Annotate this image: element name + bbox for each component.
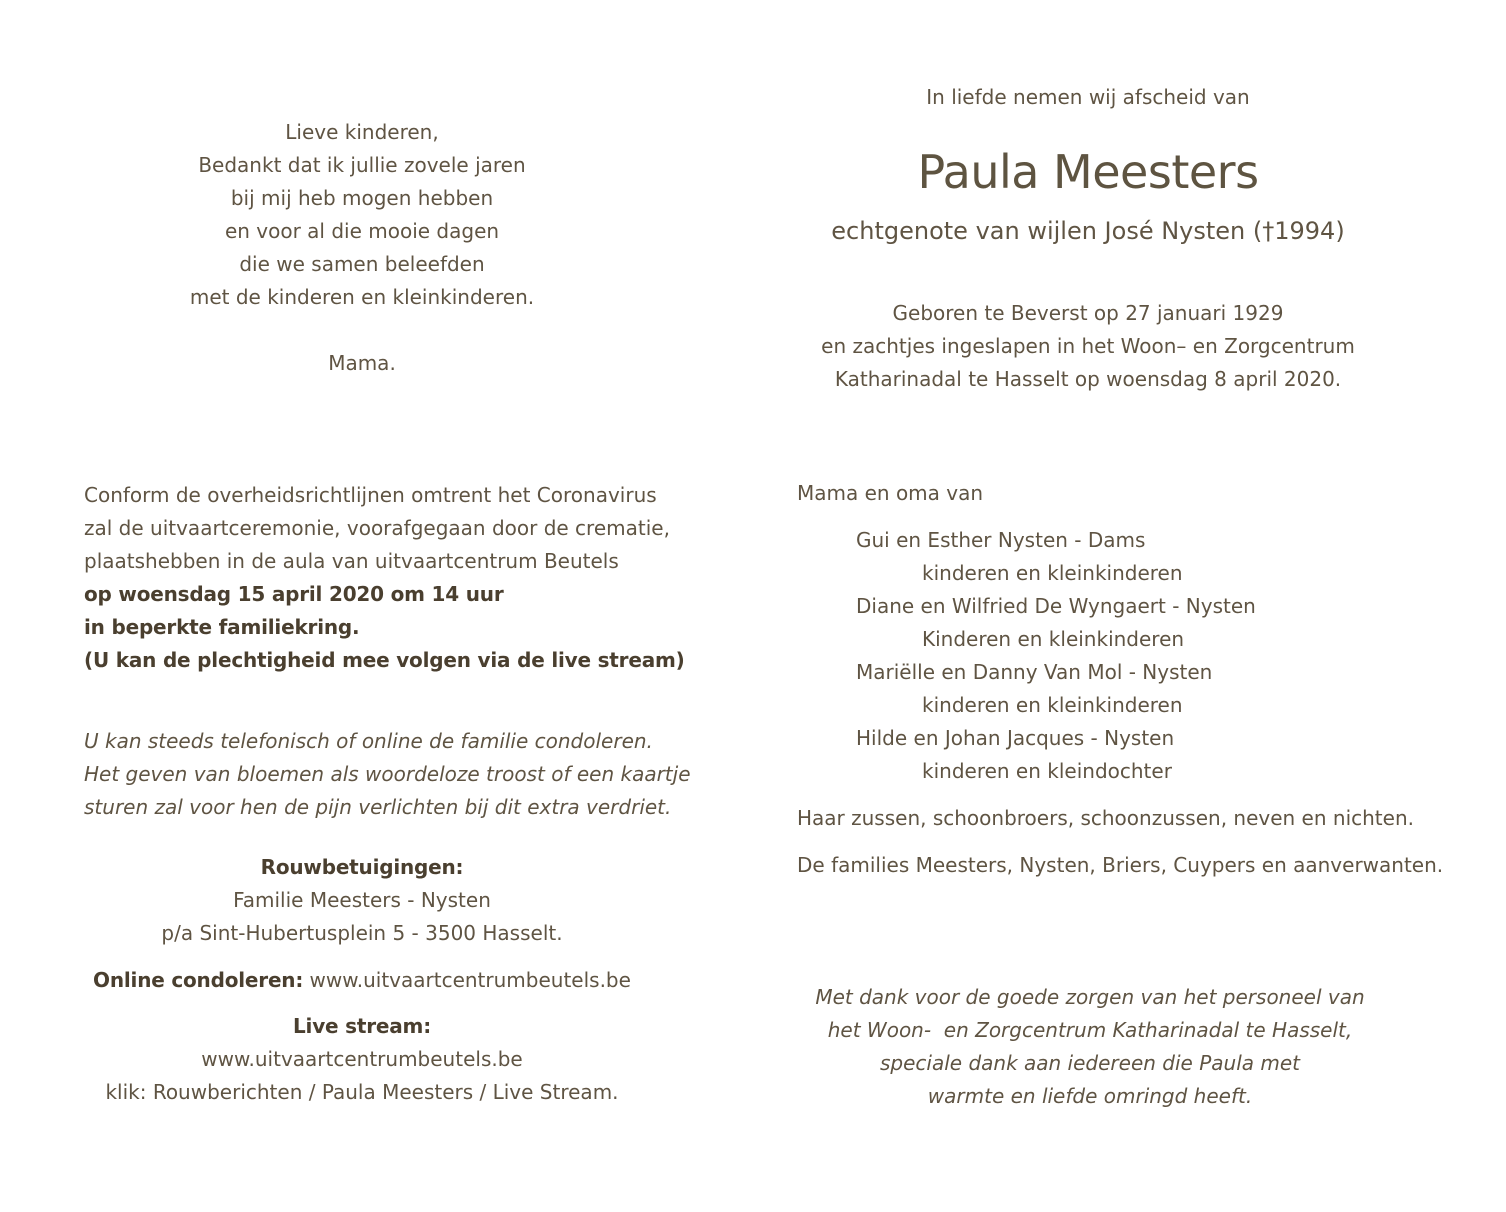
spacer <box>160 314 564 347</box>
online-label: Online condoleren: <box>93 968 304 992</box>
rouw-heading: Rouwbetuigingen: <box>260 855 464 879</box>
birth-line: en zachtjes ingeslapen in het Woon– en Zorgcentrum <box>821 334 1355 358</box>
poem <box>160 116 564 380</box>
child-name: Gui en Esther Nysten - Dams <box>856 528 1146 552</box>
birth-line: Katharinadal te Hasselt op woensdag 8 april 2020. <box>834 367 1342 391</box>
live-heading: Live stream: <box>293 1014 431 1038</box>
funeral-line: plaatshebben in de aula van uitvaartcentrum Beutels <box>84 549 619 573</box>
children-list <box>856 524 1416 788</box>
condolences-note <box>84 725 724 824</box>
birth-death-info <box>780 297 1396 396</box>
poem-line: Lieve kinderen, <box>285 120 439 144</box>
siblings-text: Haar zussen, schoonbroers, schoonzussen, neven en nichten. <box>797 806 1414 830</box>
condolences-line: U kan steeds telefonisch of online de familie condoleren. <box>84 729 653 753</box>
online-condoleren <box>60 964 664 997</box>
intro-text <box>860 85 1316 109</box>
live-path: klik: Rouwberichten / Paula Meesters / Live Stream. <box>105 1080 619 1104</box>
families-text: De families Meesters, Nysten, Briers, Cuypers en aanverwanten. <box>797 853 1444 877</box>
live-stream <box>60 1010 664 1109</box>
child-sub: Kinderen en kleinkinderen <box>922 627 1185 651</box>
mama-of-heading <box>797 477 983 510</box>
siblings-line <box>797 802 1414 835</box>
child-name: Hilde en Johan Jacques - Nysten <box>856 726 1175 750</box>
child-sub: kinderen en kleindochter <box>922 759 1172 783</box>
mama-of-text: Mama en oma van <box>797 481 984 505</box>
thanks-note <box>760 981 1420 1113</box>
thanks-line: speciale dank aan iedereen die Paula met <box>880 1051 1300 1075</box>
deceased-name <box>860 142 1316 202</box>
poem-line: Bedankt dat ik jullie zovele jaren <box>198 153 526 177</box>
poem-line: bij mij heb mogen hebben <box>230 186 494 210</box>
rouw-address: p/a Sint-Hubertusplein 5 - 3500 Hasselt. <box>161 921 563 945</box>
child-name: Mariëlle en Danny Van Mol - Nysten <box>856 660 1213 684</box>
spouse-text: echtgenote van wijlen José Nysten (†1994) <box>831 217 1345 245</box>
rouwbetuigingen <box>100 851 624 950</box>
poem-line: met de kinderen en kleinkinderen. <box>189 285 535 309</box>
rouw-name: Familie Meesters - Nysten <box>233 888 491 912</box>
condolences-line: Het geven van bloemen als woordeloze troost of een kaartje <box>84 762 691 786</box>
live-url: www.uitvaartcentrumbeutels.be <box>201 1047 523 1071</box>
funeral-info <box>84 479 724 677</box>
name-line: Paula Meesters <box>917 145 1259 199</box>
child-sub: kinderen en kleinkinderen <box>922 561 1183 585</box>
funeral-line: zal de uitvaartceremonie, voorafgegaan door de crematie, <box>84 516 670 540</box>
funeral-date: op woensdag 15 april 2020 om 14 uur <box>84 582 504 606</box>
funeral-line: Conform de overheidsrichtlijnen omtrent het Coronavirus <box>84 483 657 507</box>
thanks-line: warmte en liefde omringd heeft. <box>927 1084 1253 1108</box>
intro-line: In liefde nemen wij afscheid van <box>926 85 1250 109</box>
funeral-livestream-note: (U kan de plechtigheid mee volgen via de live stream) <box>84 648 685 672</box>
poem-line: en voor al die mooie dagen <box>224 219 500 243</box>
families-line <box>797 849 1443 882</box>
poem-line: die we samen beleefden <box>239 252 485 276</box>
online-url: www.uitvaartcentrumbeutels.be <box>309 968 631 992</box>
funeral-scope: in beperkte familiekring. <box>84 615 360 639</box>
thanks-line: Met dank voor de goede zorgen van het personeel van <box>815 985 1365 1009</box>
spouse-line <box>760 214 1416 248</box>
child-sub: kinderen en kleinkinderen <box>922 693 1183 717</box>
condolences-line: sturen zal voor hen de pijn verlichten bij dit extra verdriet. <box>84 795 672 819</box>
thanks-line: het Woon- en Zorgcentrum Katharinadal te Hasselt, <box>827 1018 1353 1042</box>
child-name: Diane en Wilfried De Wyngaert - Nysten <box>856 594 1256 618</box>
birth-line: Geboren te Beverst op 27 januari 1929 <box>892 301 1284 325</box>
poem-signature: Mama. <box>328 351 396 375</box>
